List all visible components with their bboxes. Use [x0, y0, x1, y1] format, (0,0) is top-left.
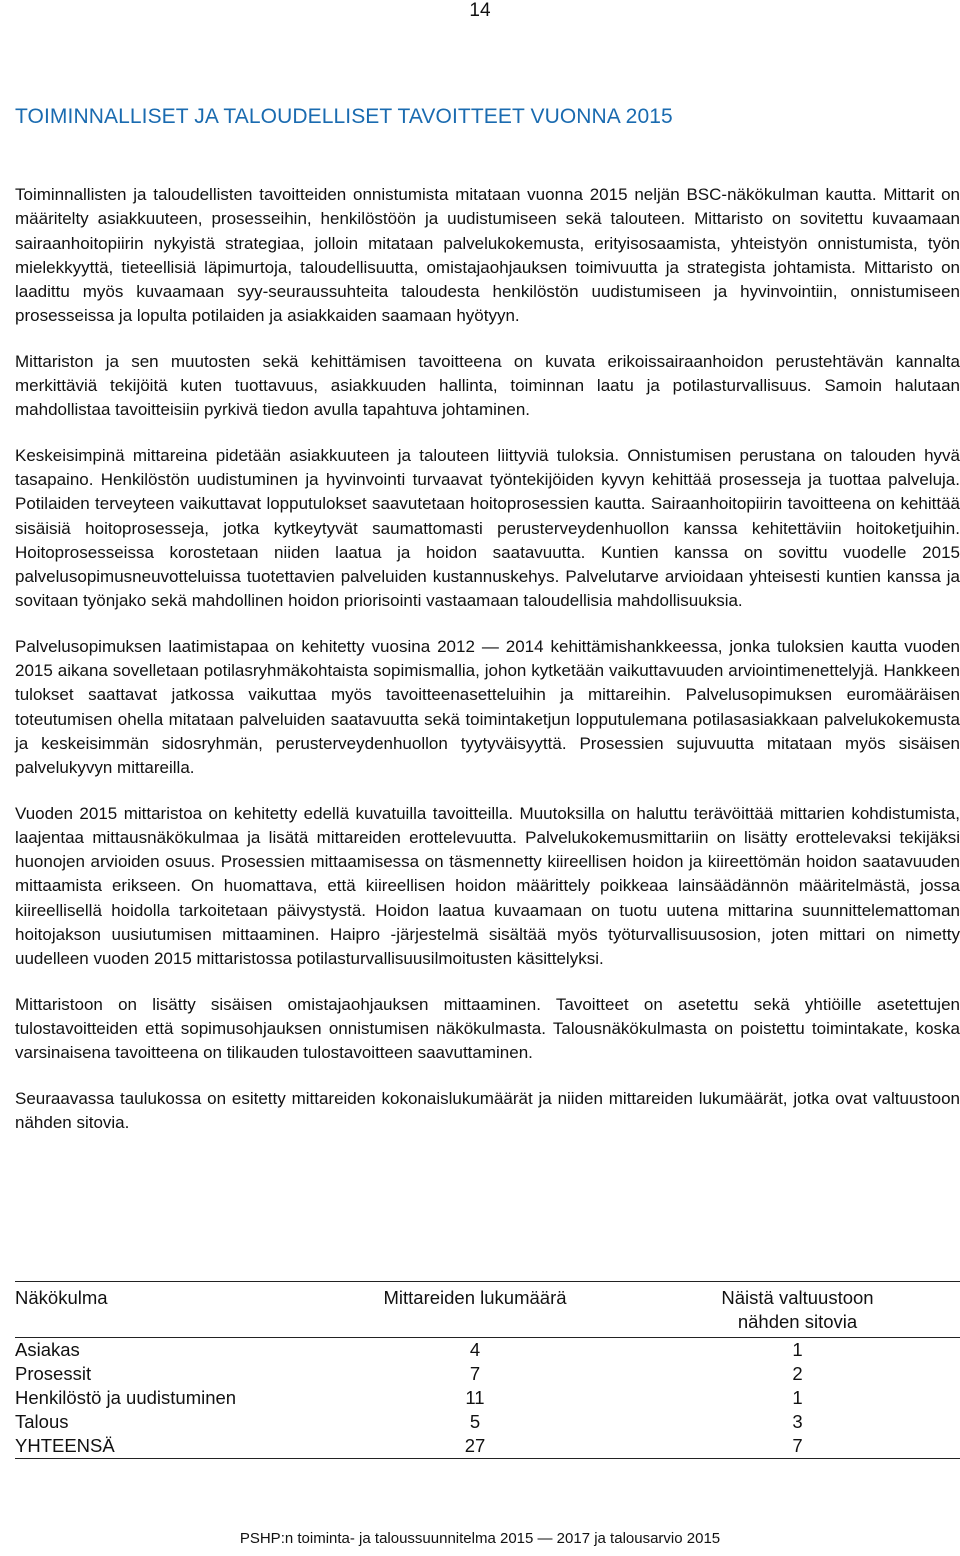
cell-perspective: Prosessit: [15, 1363, 92, 1384]
paragraph-bsc-perspectives: Toiminnallisten ja taloudellisten tavoitteiden onnistumista mitataan vuonna 2015 neljän BSC-näkökulman kautta. Mittarit on määritelty asiakkuuteen, prosesseihin, henkilöstöön ja uudistumiseen sekä talouteen. Mittaristo on sovitettu kuvaamaan sairaanhoitopiirin nykyistä strategiaa, jolloin mitataan palvelukokemusta, erityisosaamista, yhteistyön onnistumista, työn mielekkyyttä, tieteellisiä läpimurtoja, taloudellisuutta, omistajaohjauksen toimivuutta ja strategista johtamista. Mittaristo on laadittu myös kuvaamaan syy-seuraussuhteita taloudesta henkilöstön uudistumiseen ja hyvinvointiin, onnistumiseen prosesseissa ja lopulta potilaiden ja asiakkaiden saamaan hyötyyn.: [15, 185, 960, 326]
page-number: 14: [469, 0, 491, 21]
cell-metric-count: 7: [469, 1363, 481, 1384]
paragraph-development-goals: Mittariston ja sen muutosten sekä kehittämisen tavoitteena on kuvata erikoissairaanhoidon perustehtävän kannalta merkittäviä tekijöitä kuten tuottavuus, asiakkuuden hallinta, toiminnan laatu ja potilasturvallisuus. Samoin halutaan mahdollistaa tavoitteisiin pyrkivä tiedon avulla tapahtuva johtaminen.: [15, 351, 960, 420]
cell-metric-count: 5: [469, 1411, 481, 1432]
section-heading: TOIMINNALLISET JA TALOUDELLISET TAVOITTEET VUONNA 2015: [15, 105, 673, 128]
header-binding-text: Näistä valtuustoon nähden sitovia: [721, 1287, 874, 1332]
header-binding-count: [635, 1282, 960, 1338]
table-row: [15, 1386, 960, 1410]
header-metric-count: Mittareiden lukumäärä: [315, 1282, 635, 1338]
cell-perspective: Talous: [15, 1411, 69, 1432]
cell-binding-count: 1: [792, 1387, 803, 1408]
table-header-row: [15, 1282, 960, 1338]
metrics-summary-table: [15, 1281, 960, 1459]
cell-metric-count: 11: [465, 1387, 485, 1408]
paragraph-ownership-steering: Mittaristoon on lisätty sisäisen omistajaohjauksen mittaaminen. Tavoitteet on asetettu sekä yhtiöille asetettujen tulostavoitteiden että sopimusohjauksen onnistumisen näkökulmasta. Talousnäkökulmasta on poistettu toimintakate, koska varsinaisena tavoitteena on tilikauden tulostavoitteen saavuttaminen.: [15, 994, 960, 1063]
cell-metric-count: 4: [469, 1339, 481, 1360]
paragraph-2015-changes: Vuoden 2015 mittaristoa on kehitetty edellä kuvatuilla tavoitteilla. Muutoksilla on haluttu terävöittää mittarien kohdistumista, laajentaa mittausnäkökulmaa ja lisätä mittareiden erottelevuutta. Palvelukokemusmittariin on lisätty erottelevaksi tekijäksi huonojen arvioiden osuus. Prosessien mittaamisessa on täsmennetty kiireellisen hoidon ja kiireettömän hoidon saatavuuden mittaamista erikseen. On huomattava, että kiireellisen hoidon määrittely poikkeaa lainsäädännön määritelmästä, jossa kiireellisellä hoidolla tarkoitetaan päivystystä. Hoidon laatua kuvaamaan on tuotu uutena mittarina suunnittelemattoman hoitojakson uusiutumisen mittaaminen. Haipro -järjestelmä sisältää myös työturvallisuusosion, joten mittari on nimetty uudelleen vuoden 2015 mittaristossa potilasturvallisuusilmoitusten käsittelyksi.: [15, 803, 960, 969]
paragraph-table-intro: Seuraavassa taulukossa on esitetty mittareiden kokonaislukumäärät ja niiden mittareiden lukumäärät, jotka ovat valtuustoon nähden sitovia.: [15, 1088, 960, 1132]
cell-perspective: Henkilöstö ja uudistuminen: [15, 1387, 237, 1408]
page-footer: PSHP:n toiminta- ja taloussuunnitelma 2015 — 2017 ja talousarvio 2015: [239, 1530, 721, 1547]
cell-metric-count-total: 27: [315, 1434, 635, 1459]
paragraph-key-metrics: Keskeisimpinä mittareina pidetään asiakkuuteen ja talouteen liittyviä tuloksia. Onnistumisen perustana on talouden hyvä tasapaino. Henkilöstön uudistuminen ja hyvinvointi turvaavat työntekijöiden kyvyn kehittää prosesseja ja tuottaa palveluja. Potilaiden terveyteen vaikuttavat lopputulokset saavutetaan hoitoprosessien kautta. Sairaanhoitopiirin tavoitteena on kehittää sisäisiä hoitoprosesseja, jotka kytkeytyvät saumattomasti perusterveydenhuollon kanssa kehitettäviin hoitoketjuihin. Hoitoprosesseissa korostetaan niiden laatua ja hoidon saatavuutta. Kuntien kanssa on sovittu vuodelle 2015 palvelusopimusneuvotteluissa tuotettavien palveluiden kustannuskehys. Palvelutarve arvioidaan yhteisesti kuntien kanssa ja sovitaan työnjako sekä mahdollinen hoidon priorisointi vastaamaan taloudellisia mahdollisuuksia.: [15, 445, 960, 611]
table-total-row: [15, 1434, 960, 1459]
cell-perspective: Asiakas: [15, 1339, 80, 1360]
cell-binding-count-total: 7: [635, 1434, 960, 1459]
table-row: [15, 1410, 960, 1434]
table-row: [15, 1362, 960, 1386]
body-text: [15, 183, 960, 1156]
cell-binding-count: 2: [792, 1363, 803, 1384]
table-row: [15, 1338, 960, 1363]
header-perspective: Näkökulma: [15, 1282, 315, 1338]
cell-binding-count: 3: [792, 1411, 803, 1432]
cell-binding-count: 1: [792, 1339, 803, 1360]
paragraph-service-agreement: Palvelusopimuksen laatimistapaa on kehitetty vuosina 2012 — 2014 kehittämishankkeessa, jonka tuloksien kautta vuoden 2015 aikana sovelletaan potilasryhmäkohtaista sopimismallia, johon kytketään vaikuttavuuden arviointimenettelyjä. Hankkeen tulokset saattavat jatkossa vaikuttaa myös tavoitteenasetteluihin ja mittareihin. Palvelusopimuksen euromääräisen toteutumisen ohella mitataan palveluiden saatavuutta sekä toimintaketjun lopputulemana potilasasiakkaan palvelukokemusta ja keskeisimmän sidosryhmän, perusterveydenhuollon tyytyväisyyttä. Prosessien sujuvuutta mitataan myös sisäisen palvelukyvyn mittareilla.: [15, 636, 960, 778]
cell-perspective-total: YHTEENSÄ: [15, 1434, 315, 1459]
